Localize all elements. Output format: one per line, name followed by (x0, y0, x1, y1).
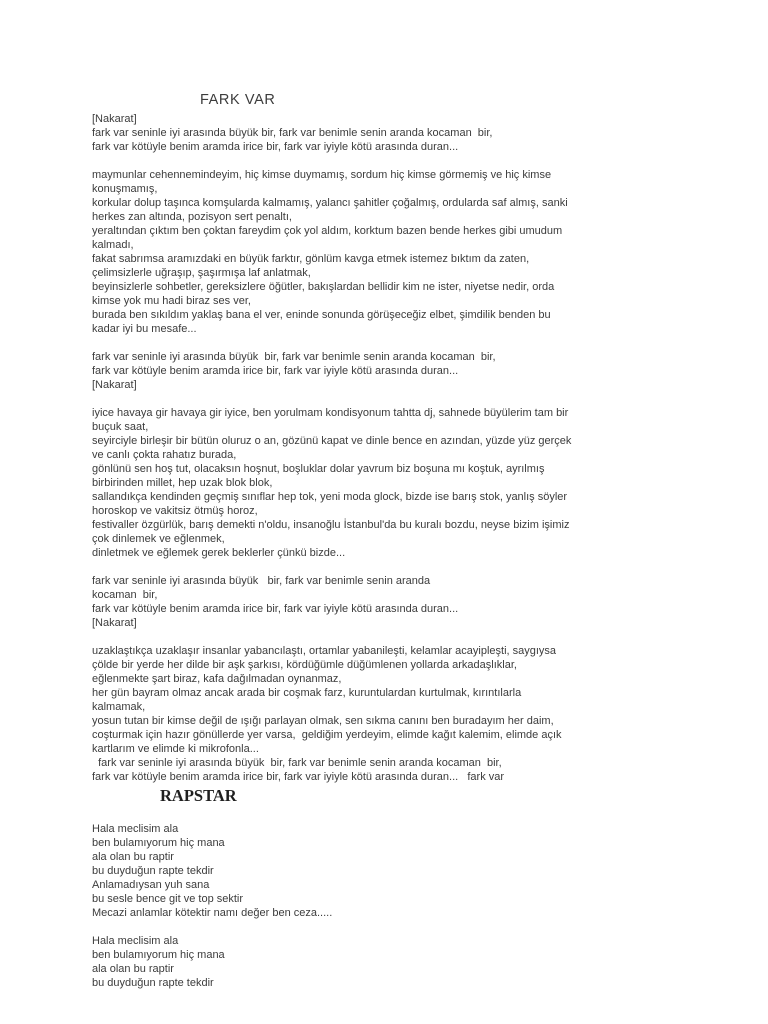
lyrics-line: yosun tutan bir kimse değil de ışığı parlayan olmak, sen sıkma canını ben buradayım her daim, (92, 715, 554, 727)
lyrics-line (92, 920, 740, 934)
lyrics-line: ala olan bu raptir (92, 963, 174, 975)
lyrics-line: fark var kötüyle benim aramda irice bir, fark var iyiyle kötü arasında duran... (92, 603, 459, 615)
lyrics-line: [Nakarat] (92, 113, 137, 125)
lyrics-line: fark var kötüyle benim aramda irice bir, fark var iyiyle kötü arasında duran... fark var (92, 771, 505, 783)
lyrics-line: festivaller özgürlük, barış demekti n'oldu, insanoğlu İstanbul'da bu kuralı bozdu, neyse bizim işimiz (92, 519, 570, 531)
lyrics-line: horoskop ve vakitsiz ötmüş horoz, (92, 505, 258, 517)
lyrics-line: çelimsizlerle uğraşıp, şaşırmışa laf anlatmak, (92, 267, 311, 279)
lyrics-line: ben bulamıyorum hiç mana (92, 837, 225, 849)
lyrics-line: çölde bir yerde her dilde bir aşk şarkısı, kördüğümle düğümlenen yollarda arkadaşlıklar, (92, 659, 517, 671)
lyrics-line: Hala meclisim ala (92, 823, 179, 835)
lyrics-line: uzaklaştıkça uzaklaşır insanlar yabancılaştı, ortamlar yabanileşti, kelamlar acayipleşti, saygıysa (92, 645, 557, 657)
lyrics-line: kalmamak, (92, 701, 146, 713)
lyrics-line: ben bulamıyorum hiç mana (92, 949, 225, 961)
lyrics-line: herkes zan altında, pozisyon sert penaltı, (92, 211, 292, 223)
lyrics-line: eğlenmekte şart biraz, kafa dağılmadan oynanmaz, (92, 673, 342, 685)
lyrics-line: bu sesle bence git ve top sektir (92, 893, 244, 905)
lyrics-line: fark var kötüyle benim aramda irice bir, fark var iyiyle kötü arasında duran... (92, 141, 459, 153)
lyrics-line: yeraltından çıktım ben çoktan fareydim çok yol aldım, korktum bazen bende herkes gibi umudum (92, 225, 563, 237)
lyrics-document (92, 88, 740, 990)
lyrics-line: burada ben sıkıldım yaklaş bana el ver, eninde sonunda görüşeceğiz elbet, şimdilik benden bu (92, 309, 551, 321)
lyrics-line: Anlamadıysan yuh sana (92, 879, 210, 891)
lyrics-line: çok dinlemek ve eğlenmek, (92, 533, 225, 545)
lyrics-line: bu duyduğun rapte tekdir (92, 977, 214, 989)
lyrics-line (92, 630, 740, 644)
lyrics-line: buçuk saat, (92, 421, 149, 433)
lyrics-line: bu duyduğun rapte tekdir (92, 865, 214, 877)
lyrics-line: sallandıkça kendinden geçmiş sınıflar hep tok, yeni moda glock, bizde ise barış stok, yanlış söyler (92, 491, 568, 503)
lyrics-line: fakat sabrımsa aramızdaki en büyük farktır, gönlüm kavga etmek istemez bıktım da zaten, (92, 253, 530, 265)
lyrics-line (92, 808, 740, 822)
lyrics-line: maymunlar cehennemindeyim, hiç kimse duymamış, sordum hiç kimse görmemiş ve hiç kimse (92, 169, 552, 181)
lyrics-line: fark var kötüyle benim aramda irice bir, fark var iyiyle kötü arasında duran... (92, 365, 459, 377)
song-title-fark-var: FARK VAR (200, 92, 276, 108)
lyrics-line: coşturmak için hazır gönüllerde yer varsa, geldiğim yerdeyim, elimde kağıt kalemim, elimde açık (92, 729, 562, 741)
lyrics-line: ala olan bu raptir (92, 851, 174, 863)
lyrics-line: birbirinden millet, hep uzak blok blok, (92, 477, 273, 489)
lyrics-line: konuşmamış, (92, 183, 158, 195)
lyrics-line (92, 560, 740, 574)
fark-var-lyrics (92, 112, 740, 784)
lyrics-line: [Nakarat] (92, 617, 137, 629)
lyrics-line: fark var seninle iyi arasında büyük bir, fark var benimle senin aranda kocaman bir, (92, 127, 493, 139)
lyrics-line: fark var seninle iyi arasında büyük bir, fark var benimle senin aranda kocaman bir, (92, 757, 502, 769)
lyrics-line (92, 392, 740, 406)
lyrics-line: fark var seninle iyi arasında büyük bir, fark var benimle senin aranda (92, 575, 431, 587)
lyrics-line: fark var seninle iyi arasında büyük bir, fark var benimle senin aranda kocaman bir, (92, 351, 496, 363)
lyrics-line: iyice havaya gir havaya gir iyice, ben yorulmam kondisyonum tahtta dj, sahnede büyülerim tam bir (92, 407, 569, 419)
lyrics-line: [Nakarat] (92, 379, 137, 391)
lyrics-line: Hala meclisim ala (92, 935, 179, 947)
lyrics-line: seyirciyle birleşir bir bütün oluruz o an, gözünü kapat ve dinle bence en azından, yüzde yüz gerçek (92, 435, 572, 447)
lyrics-line: kadar iyi bu mesafe... (92, 323, 197, 335)
lyrics-line: dinletmek ve eğlemek gerek beklerler çünkü bizde... (92, 547, 346, 559)
lyrics-line (92, 154, 740, 168)
lyrics-line: beyinsizlerle sohbetler, gereksizlere öğütler, bakışlardan bellidir kim ne ister, niyetse nedir, orda (92, 281, 555, 293)
lyrics-line: Mecazi anlamlar kötektir namı değer ben ceza..... (92, 907, 333, 919)
lyrics-line: kocaman bir, (92, 589, 158, 601)
song-title-rapstar: RAPSTAR (160, 786, 237, 805)
lyrics-line: her gün bayram olmaz ancak arada bir coşmak farz, kuruntulardan kurtulmak, kırıntılarla (92, 687, 522, 699)
lyrics-line: korkular dolup taşınca komşularda kalmamış, yalancı şahitler çoğalmış, ordularda saf almış, sanki (92, 197, 568, 209)
lyrics-line: gönlünü sen hoş tut, olacaksın hoşnut, boşluklar dolar yavrum biz boşuna mı koştuk, ayrılmış (92, 463, 545, 475)
lyrics-line: kalmadı, (92, 239, 134, 251)
lyrics-line (92, 336, 740, 350)
lyrics-line: kartlarım ve elimde ki mikrofonla... (92, 743, 259, 755)
rapstar-lyrics (92, 808, 740, 990)
lyrics-line: kimse yok mu hadi biraz ses ver, (92, 295, 251, 307)
lyrics-line: ve canlı çokta rahatız burada, (92, 449, 237, 461)
